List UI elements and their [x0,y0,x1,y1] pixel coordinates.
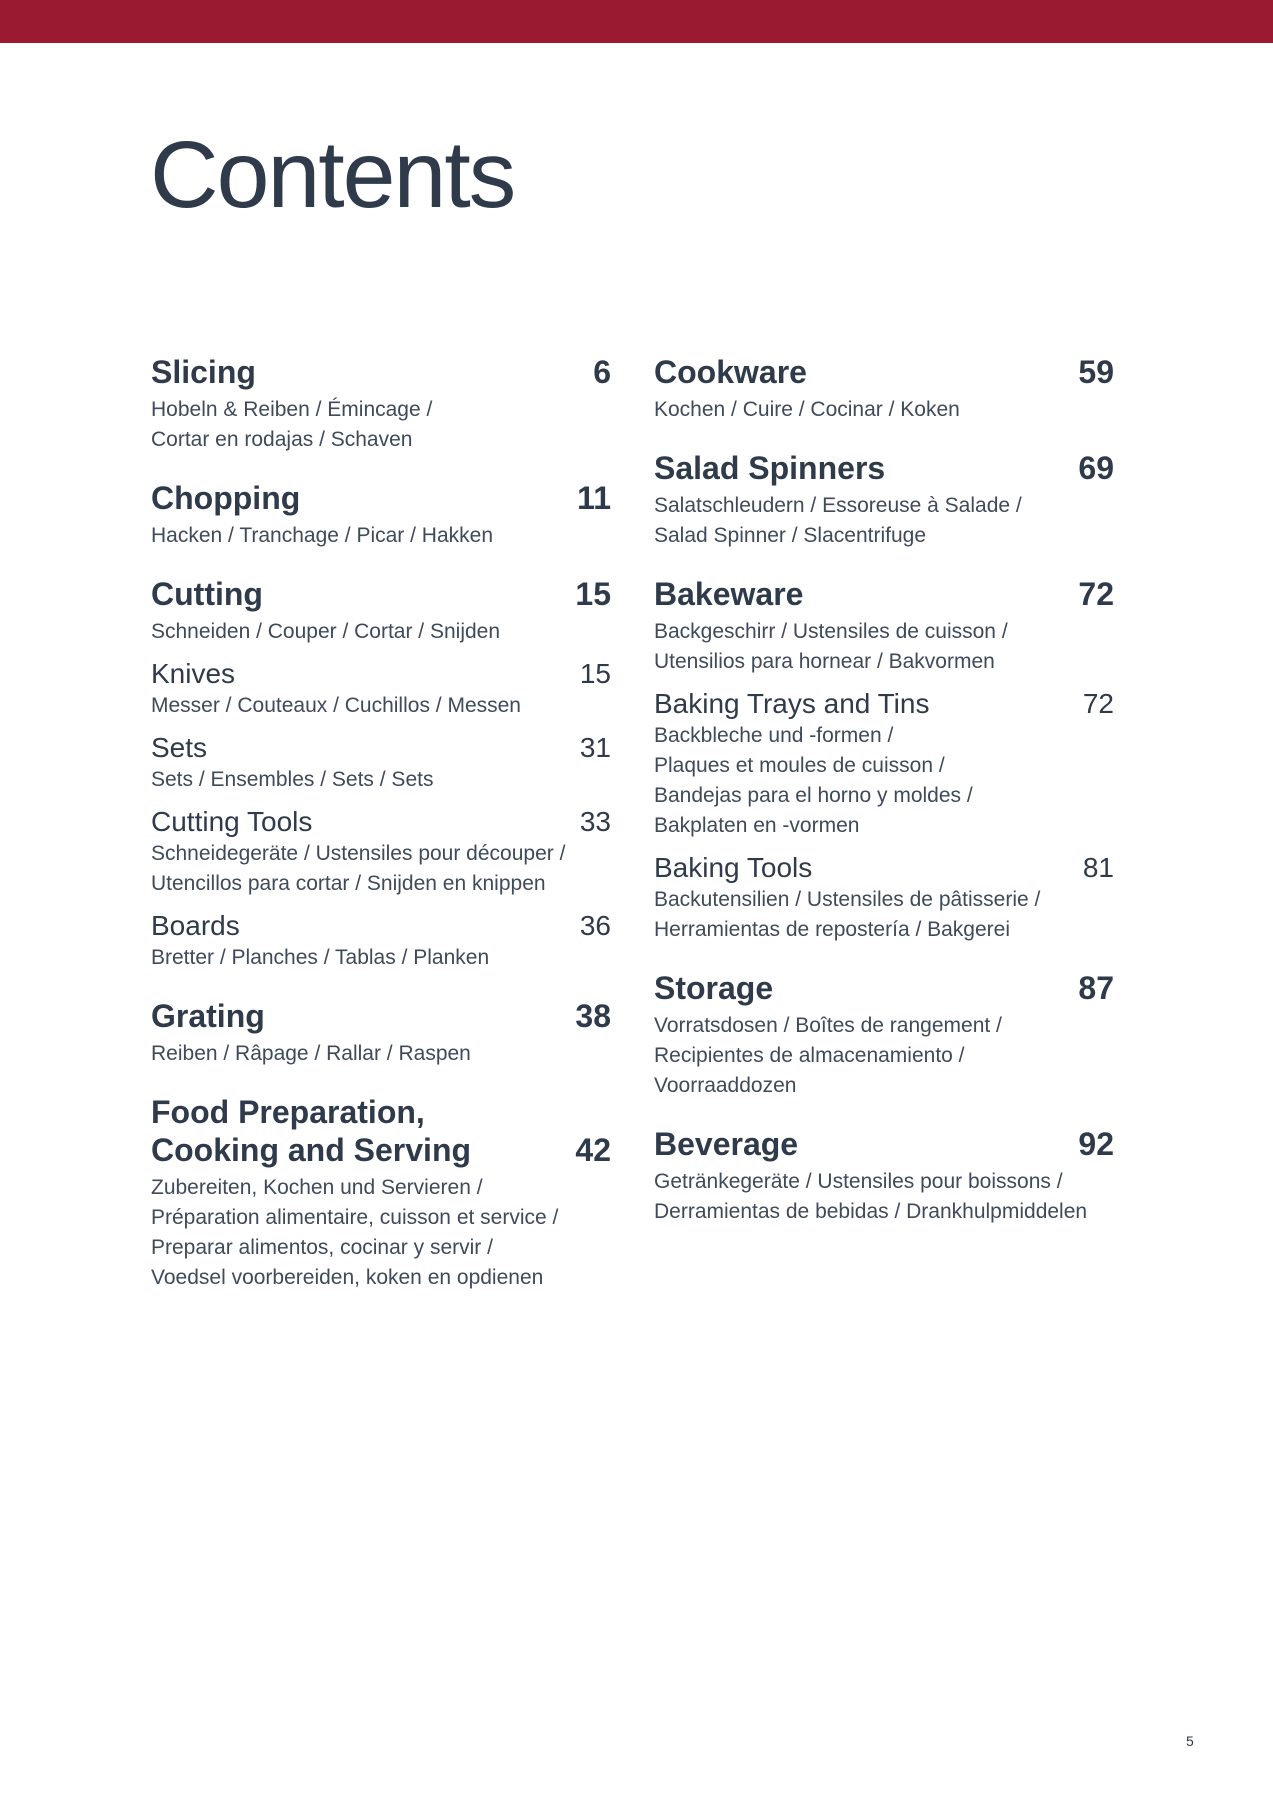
translation-line: Utencillos para cortar / Snijden en knippen [151,872,546,895]
translation-line: Backutensilien / Ustensiles de pâtisserie / [654,888,1041,911]
toc-section-title: Bakeware [654,576,804,612]
translation-line: Salad Spinner / Slacentrifuge [654,524,927,547]
toc-entry-link[interactable] [151,479,611,517]
translation-line: Hobeln & Reiben / Émincage / [151,398,433,421]
toc-section-translations [654,617,1114,677]
toc-section [151,1093,611,1293]
toc-subsection-title: Cutting Tools [151,806,313,837]
translation-line: Vorratsdosen / Boîtes de rangement / [654,1014,1002,1037]
toc-subsection-title: Knives [151,658,236,689]
toc-subsection-page: 36 [579,910,611,941]
toc-subsection-link[interactable] [654,851,1114,885]
toc-subsection-title: Sets [151,732,208,763]
toc-subsection-translations [151,943,611,973]
toc-section-title: Slicing [151,354,256,390]
toc-subsection-title: Boards [151,910,240,941]
toc-entry-link[interactable] [151,353,611,391]
toc-subsection-page: 81 [1082,852,1114,883]
toc-section-title-line: Food Preparation, [151,1094,425,1130]
toc-section-page: 69 [1078,450,1114,486]
toc-subsection [151,909,611,973]
contents-column-right [654,353,1114,1251]
translation-line: Messer / Couteaux / Cuchillos / Messen [151,694,521,717]
translation-line: Plaques et moules de cuisson / [654,754,945,777]
translation-line: Utensilios para hornear / Bakvormen [654,650,995,673]
toc-section-translations [151,1039,611,1069]
toc-entry-link[interactable] [654,1125,1114,1163]
top-color-bar [0,0,1273,43]
toc-section-translations [151,617,611,647]
toc-subsection-translations [151,839,611,899]
translation-line: Derramientas de bebidas / Drankhulpmiddelen [654,1200,1088,1223]
toc-section-title: Cookware [654,354,807,390]
toc-subsection-page: 15 [579,658,611,689]
translation-line: Zubereiten, Kochen und Servieren / [151,1176,483,1199]
translation-line: Voedsel voorbereiden, koken en opdienen [151,1266,544,1289]
toc-section-page: 15 [575,576,611,612]
contents-column-left [151,353,611,1317]
toc-section [654,969,1114,1101]
toc-section-title: Cutting [151,576,263,612]
page-number: 5 [1186,1733,1194,1749]
toc-section-title: Grating [151,998,265,1034]
toc-subsection-link[interactable] [151,805,611,839]
toc-section [654,353,1114,425]
toc-subsection-link[interactable] [654,687,1114,721]
toc-section-title [151,1093,471,1169]
translation-line: Schneidegeräte / Ustensiles pour découper / [151,842,566,865]
toc-section-page: 72 [1078,576,1114,612]
toc-subsection [151,805,611,899]
translation-line: Bakplaten en -vormen [654,814,860,837]
toc-subsection-link[interactable] [151,731,611,765]
toc-subsection-title: Baking Tools [654,852,813,883]
toc-subsection [151,657,611,721]
toc-section-page: 38 [575,998,611,1034]
toc-subsection [151,731,611,795]
toc-section-page: 42 [575,1132,611,1168]
translation-line: Préparation alimentaire, cuisson et service / [151,1206,559,1229]
toc-section-translations [151,1173,611,1293]
translation-line: Bretter / Planches / Tablas / Planken [151,946,490,969]
translation-line: Hacken / Tranchage / Picar / Hakken [151,524,493,547]
translation-line: Salatschleudern / Essoreuse à Salade / [654,494,1022,517]
translation-line: Schneiden / Couper / Cortar / Snijden [151,620,501,643]
toc-section [654,449,1114,551]
translation-line: Voorraaddozen [654,1074,797,1097]
toc-subsection-translations [654,721,1114,841]
toc-section-page: 6 [593,354,611,390]
toc-subsection-link[interactable] [151,909,611,943]
toc-entry-link[interactable] [151,575,611,613]
toc-section-page: 59 [1078,354,1114,390]
toc-entry-link[interactable] [654,575,1114,613]
toc-subsection-translations [654,885,1114,945]
toc-section-title: Beverage [654,1126,799,1162]
toc-section [654,575,1114,945]
toc-section-translations [151,521,611,551]
translation-line: Recipientes de almacenamiento / [654,1044,965,1067]
toc-section-page: 92 [1078,1126,1114,1162]
toc-entry-link[interactable] [654,969,1114,1007]
toc-entry-link[interactable] [654,353,1114,391]
toc-section-title: Salad Spinners [654,450,886,486]
toc-section-translations [654,1011,1114,1101]
toc-subsection-page: 31 [579,732,611,763]
toc-subsection-link[interactable] [151,657,611,691]
toc-section-title: Chopping [151,480,301,516]
toc-section-page: 11 [577,480,611,516]
toc-subsection [654,851,1114,945]
toc-section [151,575,611,973]
translation-line: Kochen / Cuire / Cocinar / Koken [654,398,960,421]
translation-line: Preparar alimentos, cocinar y servir / [151,1236,493,1259]
toc-section [654,1125,1114,1227]
toc-section [151,479,611,551]
toc-section-title-line: Cooking and Serving [151,1132,472,1168]
toc-section [151,353,611,455]
page-title: Contents [150,122,515,228]
toc-section-translations [654,1167,1114,1227]
toc-section-title: Storage [654,970,774,1006]
toc-section-translations [654,491,1114,551]
toc-section-translations [151,395,611,455]
toc-section-page: 87 [1078,970,1114,1006]
translation-line: Getränkegeräte / Ustensiles pour boissons / [654,1170,1063,1193]
translation-line: Backbleche und -formen / [654,724,894,747]
toc-section [151,997,611,1069]
toc-entry-link[interactable] [151,1093,611,1169]
toc-entry-link[interactable] [151,997,611,1035]
toc-section-translations [654,395,1114,425]
toc-entry-link[interactable] [654,449,1114,487]
translation-line: Bandejas para el horno y moldes / [654,784,973,807]
translation-line: Backgeschirr / Ustensiles de cuisson / [654,620,1008,643]
toc-subsection-translations [151,691,611,721]
translation-line: Sets / Ensembles / Sets / Sets [151,768,434,791]
toc-subsection-page: 72 [1082,688,1114,719]
toc-subsection-translations [151,765,611,795]
toc-subsection [654,687,1114,841]
toc-subsection-title: Baking Trays and Tins [654,688,930,719]
translation-line: Herramientas de repostería / Bakgerei [654,918,1011,941]
toc-subsection-page: 33 [579,806,611,837]
translation-line: Cortar en rodajas / Schaven [151,428,413,451]
translation-line: Reiben / Râpage / Rallar / Raspen [151,1042,471,1065]
